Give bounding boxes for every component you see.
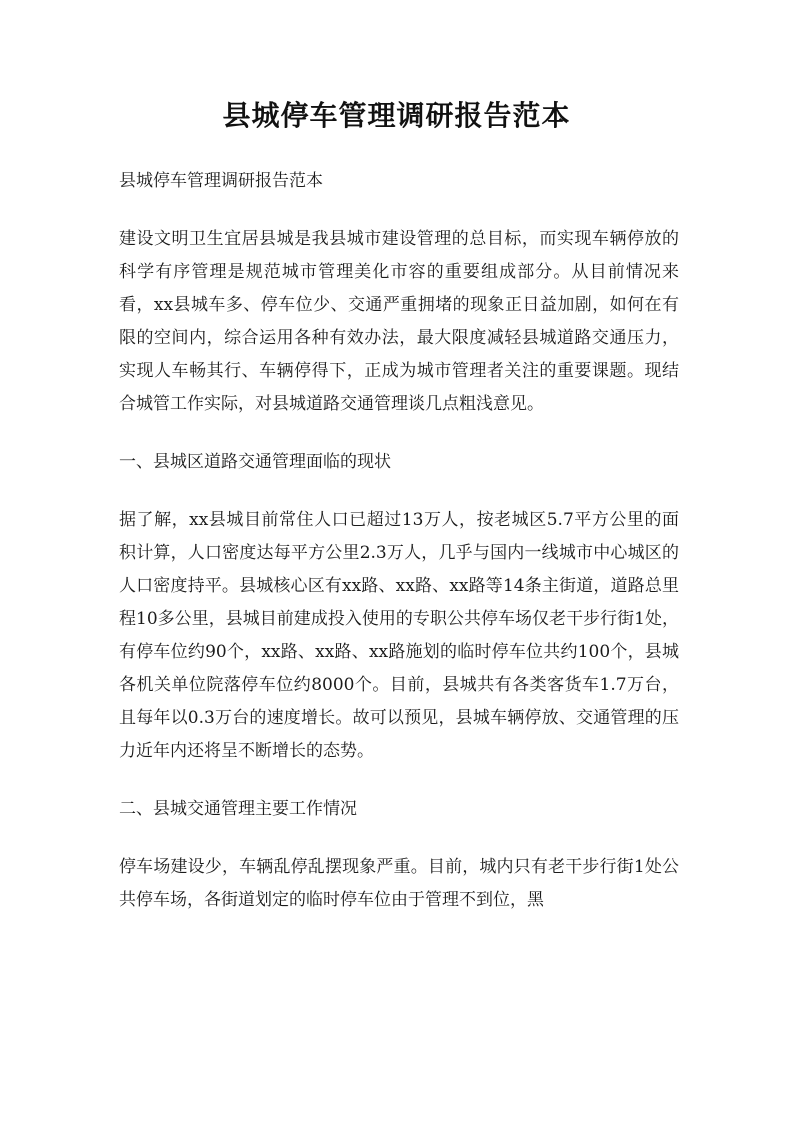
section-1-paragraph: 据了解，xx县城目前常住人口已超过13万人，按老城区5.7平方公里的面积计算，人口密度达每平方公里2.3万人，几乎与国内一线城市中心城区的人口密度持平。县城核心区有xx路、xx路、xx路等14条主街道，道路总里程10多公里，县城目前建成投入使用的专职公共停车场仅老干步行街1处，有停车位约90个，xx路、xx路、xx路施划的临时停车位共约100个，县城各机关单位院落停车位约8000个。目前，县城共有各类客货车1.7万台，且每年以0.3万台的速度增长。故可以预见，县城车辆停放、交通管理的压力近年内还将呈不断增长的态势。	[119, 510, 679, 761]
document-title: 县城停车管理调研报告范本	[222, 99, 571, 132]
section-heading-2: 二、县城交通管理主要工作情况	[119, 799, 357, 819]
section-heading-1: 一、县城区道路交通管理面临的现状	[119, 452, 391, 472]
document-body	[119, 165, 679, 942]
intro-paragraph: 建设文明卫生宜居县城是我县城市建设管理的总目标，而实现车辆停放的科学有序管理是规范城市管理美化市容的重要组成部分。从目前情况来看，xx县城车多、停车位少、交通严重拥堵的现象正日益加剧，如何在有限的空间内，综合运用各种有效办法，最大限度减轻县城道路交通压力，实现人车畅其行、车辆停得下，正成为城市管理者关注的重要课题。现结合城管工作实际，对县城道路交通管理谈几点粗浅意见。	[119, 229, 679, 414]
section-2-paragraph: 停车场建设少，车辆乱停乱摆现象严重。目前，城内只有老干步行街1处公共停车场，各街道划定的临时停车位由于管理不到位，黑	[119, 857, 679, 910]
subtitle-paragraph: 县城停车管理调研报告范本	[119, 171, 323, 191]
